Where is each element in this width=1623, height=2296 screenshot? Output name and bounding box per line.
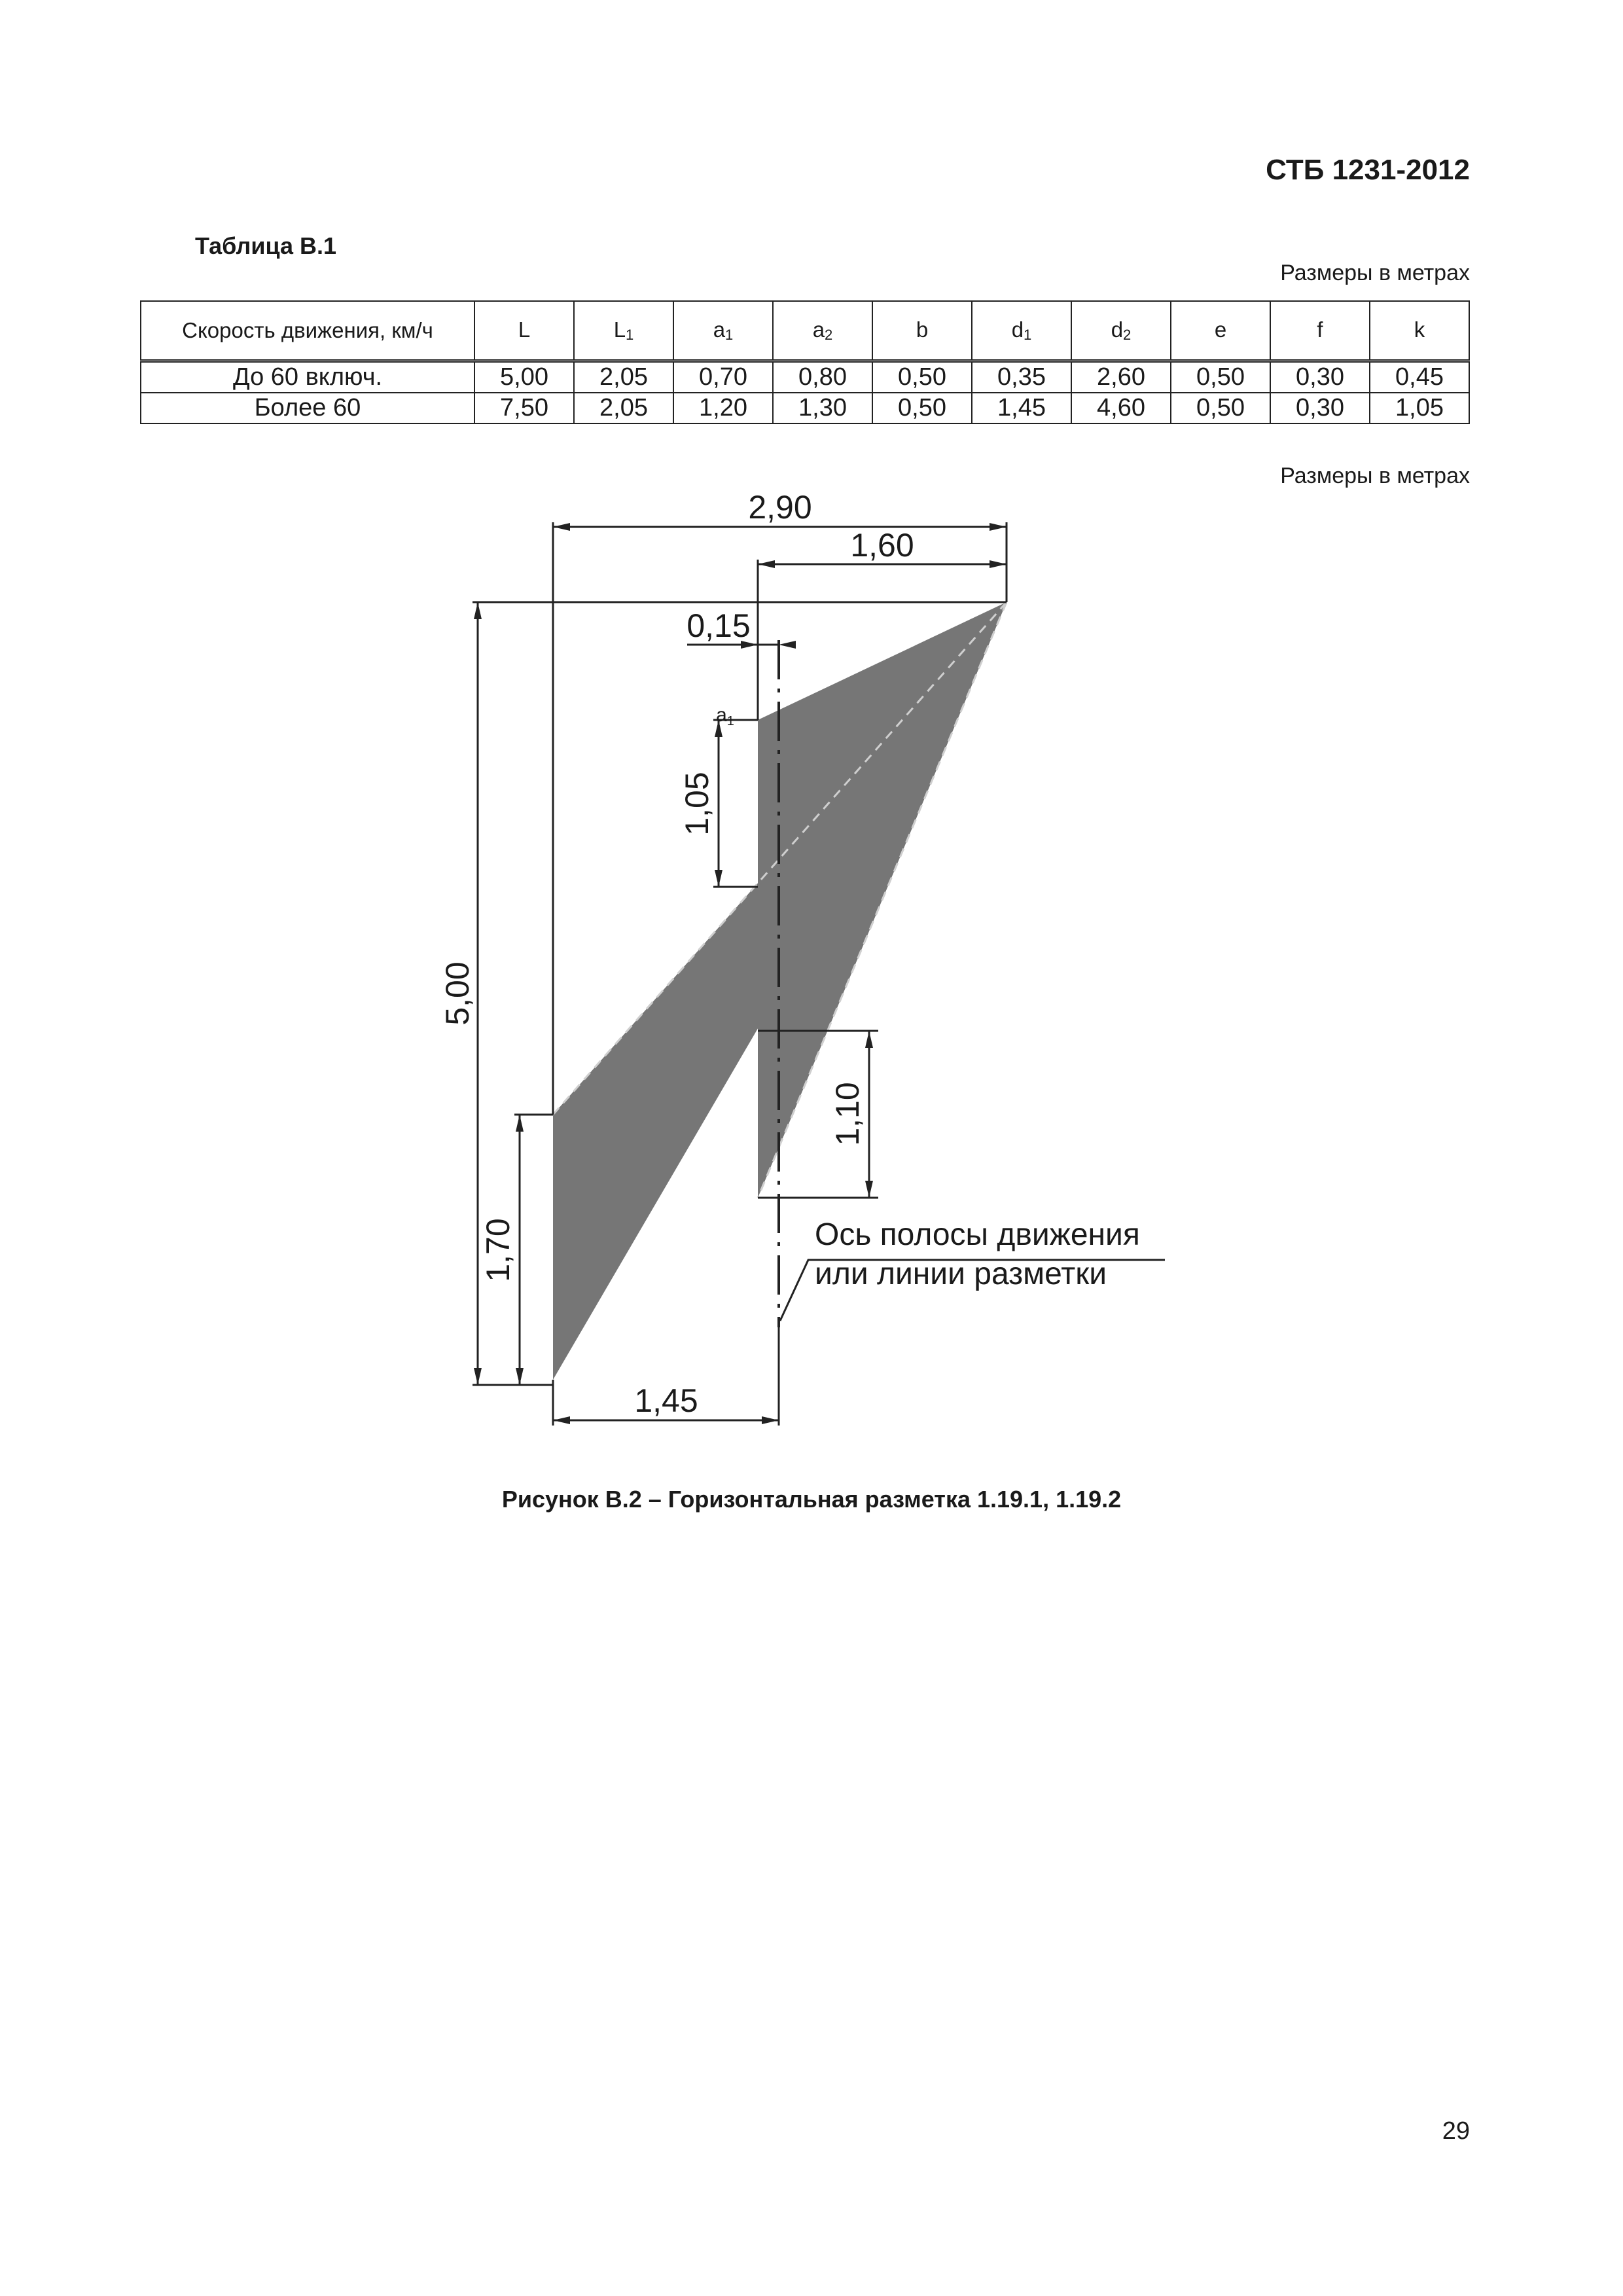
arrow <box>474 602 482 619</box>
table-cell: Более 60 <box>141 393 474 423</box>
arrow <box>474 1368 482 1385</box>
figure-units-note: Размеры в метрах <box>1280 463 1470 488</box>
table-cell: 1,20 <box>673 393 773 423</box>
table-cell: 0,45 <box>1370 361 1469 393</box>
arrow <box>865 1031 873 1048</box>
table-cell: 0,70 <box>673 361 773 393</box>
dimension-bottom-width: 1,45 <box>634 1382 698 1419</box>
arrow <box>990 523 1007 531</box>
dimension-total-height: 5,00 <box>439 961 476 1026</box>
column-header: L <box>474 301 574 361</box>
column-header: $d_1$ <box>972 301 1071 361</box>
table-cell: 4,60 <box>1071 393 1171 423</box>
table-cell: 1,05 <box>1370 393 1469 423</box>
axis-annotation-line1: Ось полосы движения <box>815 1217 1140 1252</box>
table-cell: 0,50 <box>872 393 972 423</box>
table-cell: 0,50 <box>872 361 972 393</box>
table-title: Таблица В.1 <box>195 232 337 259</box>
arrow <box>516 1115 524 1132</box>
arrow <box>553 523 570 531</box>
table-cell: 0,80 <box>773 361 872 393</box>
table-cell: До 60 включ. <box>141 361 474 393</box>
column-header: $d_2$ <box>1071 301 1171 361</box>
dimension-right-width: 1,60 <box>850 527 914 564</box>
page-number: 29 <box>1442 2117 1470 2145</box>
axis-annotation-line2: или линии разметки <box>815 1257 1107 1291</box>
document-code: СТБ 1231-2012 <box>1266 154 1470 186</box>
arrow <box>516 1368 524 1385</box>
table-cell: 2,05 <box>574 361 673 393</box>
table-cell: 0,30 <box>1270 393 1370 423</box>
arrow <box>762 1416 779 1424</box>
column-header: $a_2$ <box>773 301 872 361</box>
column-header: e <box>1171 301 1270 361</box>
column-header: k <box>1370 301 1469 361</box>
arrow <box>758 560 775 568</box>
column-header: $a_1$ <box>673 301 773 361</box>
figure-caption: Рисунок В.2 – Горизонтальная разметка 1.19.1, 1.19.2 <box>501 1486 1122 1513</box>
dimension-upper-height: 1,05 <box>679 772 715 836</box>
dimension-left-height: 1,70 <box>480 1218 516 1282</box>
column-header: $L_1$ <box>574 301 673 361</box>
table-cell: 2,05 <box>574 393 673 423</box>
table-cell: 7,50 <box>474 393 574 423</box>
table-cell: 0,50 <box>1171 393 1270 423</box>
table-units-note: Размеры в метрах <box>1280 260 1470 285</box>
arrow <box>990 560 1007 568</box>
table-cell: 1,45 <box>972 393 1071 423</box>
column-header: Скорость движения, км/ч <box>141 301 474 361</box>
dimension-lower-height: 1,10 <box>829 1082 866 1146</box>
dimension-total-width: 2,90 <box>748 489 812 526</box>
arrow <box>553 1416 570 1424</box>
arrow <box>865 1181 873 1198</box>
label-a1: $a_1$ <box>716 704 734 728</box>
table-cell: 0,30 <box>1270 361 1370 393</box>
arrow <box>715 870 722 887</box>
table-cell: 0,50 <box>1171 361 1270 393</box>
column-header: b <box>872 301 972 361</box>
table-cell: 1,30 <box>773 393 872 423</box>
table-cell: 0,35 <box>972 361 1071 393</box>
table-cell: 5,00 <box>474 361 574 393</box>
column-header: f <box>1270 301 1370 361</box>
arrow <box>779 641 796 649</box>
dimension-offset: 0,15 <box>687 607 751 644</box>
table-cell: 2,60 <box>1071 361 1171 393</box>
